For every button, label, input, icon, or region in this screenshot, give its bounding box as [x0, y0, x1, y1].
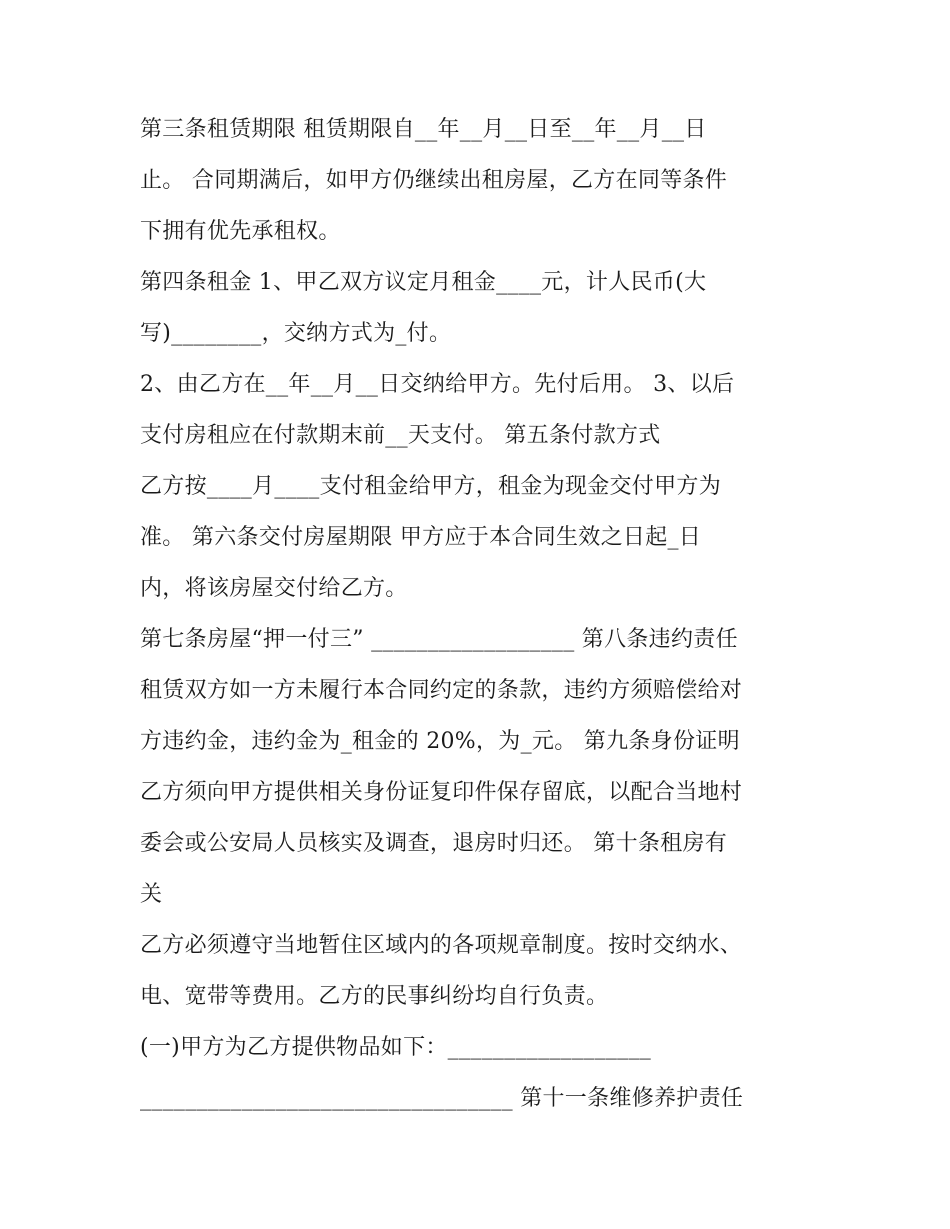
text-line: 电、宽带等费用。乙方的民事纠纷均自行负责。	[140, 984, 609, 1009]
text-line: (一)甲方为乙方提供物品如下：__________________	[140, 1035, 652, 1060]
text-line: 写)________，交纳方式为_付。	[140, 321, 452, 346]
text-line: 止。 合同期满后，如甲方仍继续出租房屋，乙方在同等条件	[140, 168, 728, 193]
text-line: 乙方按____月____支付租金给甲方，租金为现金交付甲方为	[140, 474, 722, 499]
text-line: 支付房租应在付款期末前__天支付。 第五条付款方式	[140, 423, 661, 448]
text-line: 第四条租金 1、甲乙双方议定月租金____元，计人民币(大	[140, 270, 707, 295]
text-line: 乙方须向甲方提供相关身份证复印件保存留底，以配合当地村	[140, 780, 743, 805]
text-line: 下拥有优先承租权。	[140, 219, 341, 244]
text-line: _________________________________ 第十一条维修养护责任	[140, 1086, 744, 1111]
text-line: 租赁双方如一方未履行本合同约定的条款，违约方须赔偿给对	[140, 678, 743, 703]
text-line: 准。 第六条交付房屋期限 甲方应于本合同生效之日起_日	[140, 525, 702, 550]
text-line: 关	[140, 882, 163, 907]
text-line: 2、由乙方在__年__月__日交纳给甲方。先付后用。 3、以后	[140, 372, 735, 397]
text-line: 内，将该房屋交付给乙方。	[140, 576, 408, 601]
text-line: 第三条租赁期限 租赁期限自__年__月__日至__年__月__日	[140, 117, 707, 142]
text-line: 第七条房屋“押一付三” __________________ 第八条违约责任	[140, 627, 738, 652]
text-line: 委会或公安局人员核实及调查，退房时归还。 第十条租房有	[140, 831, 728, 856]
text-line: 乙方必须遵守当地暂住区域内的各项规章制度。按时交纳水、	[140, 933, 743, 958]
text-line: 方违约金，违约金为_租金的 20%，为_元。 第九条身份证明	[140, 729, 740, 754]
